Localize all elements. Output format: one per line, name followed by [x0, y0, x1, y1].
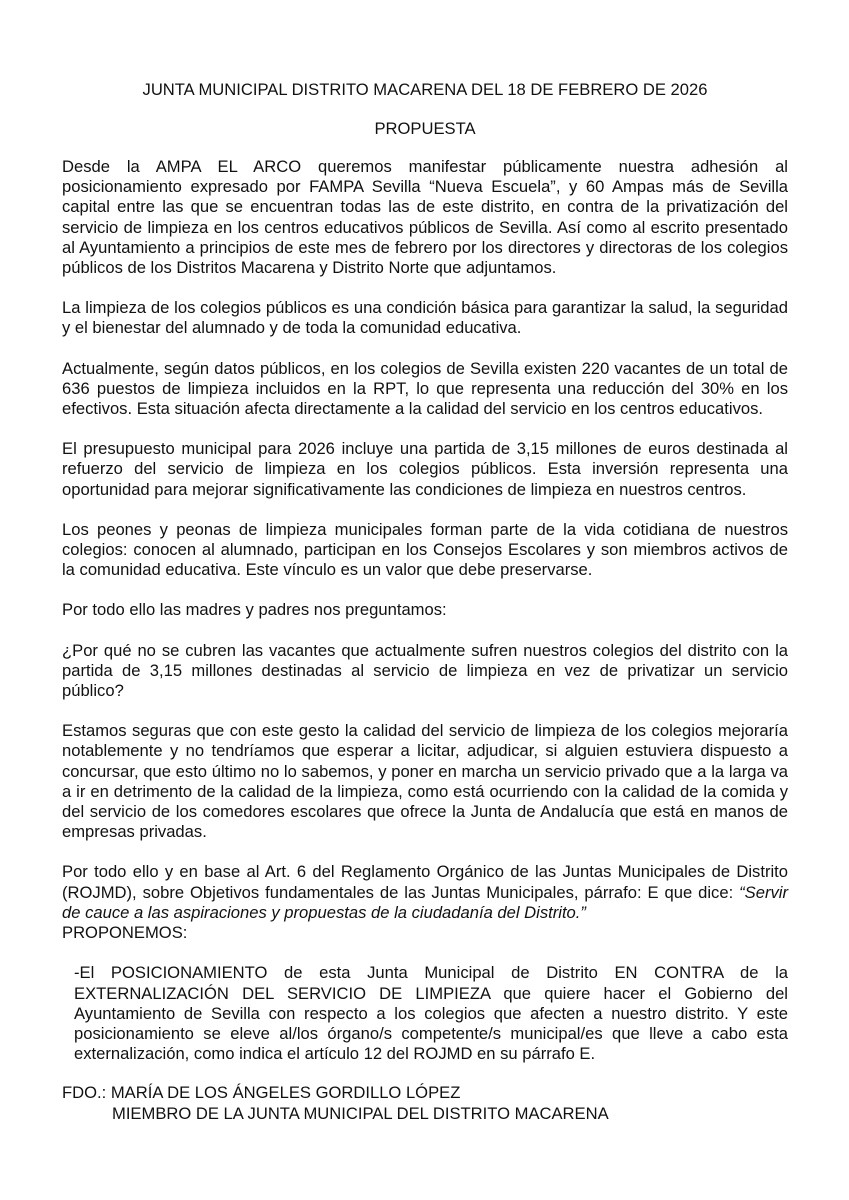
signature-name: FDO.: MARÍA DE LOS ÁNGELES GORDILLO LÓPEZ [62, 1083, 461, 1103]
article-intro: Por todo ello y en base al Art. 6 del Reglamento Orgánico de las Juntas Municipales de Distrito (ROJMD), sobre Objetivos fundamentales de las Juntas Municipales, párrafo: E que dice: [62, 862, 788, 902]
paragraph-peones: Los peones y peonas de limpieza municipales forman parte de la vida cotidiana de nuestros colegios: conocen al alumnado, participan en los Consejos Escolares y son miembros activos de la comunidad educativa. Este vínculo es un valor que debe preservarse. [62, 519, 788, 580]
paragraph-pregunta-intro: Por todo ello las madres y padres nos preguntamos: [62, 600, 447, 620]
paragraph-vacantes: Actualmente, según datos públicos, en los colegios de Sevilla existen 220 vacantes de un total de 636 puestos de limpieza incluidos en la RPT, lo que representa una reducción del 30% en los efectivos. Esta situación afecta directamente a la calidad del servicio en los centros educativos. [62, 358, 788, 419]
paragraph-presupuesto: El presupuesto municipal para 2026 incluye una partida de 3,15 millones de euros destinada al refuerzo del servicio de limpieza en los colegios públicos. Esta inversión representa una oportunidad para mejorar significativamente las condiciones de limpieza en nuestros centros. [62, 439, 788, 499]
paragraph-limpieza-basica: La limpieza de los colegios públicos es una condición básica para garantizar la salud, la seguridad y el bienestar del alumnado y de toda la comunidad educativa. [62, 298, 788, 338]
proponemos-label: PROPONEMOS: [62, 923, 188, 943]
paragraph-articulo [62, 862, 788, 943]
paragraph-argumento: Estamos seguras que con este gesto la calidad del servicio de limpieza de los colegios mejoraría notablemente y no tendríamos que esperar a licitar, adjudicar, si alguien estuviera dispuesto a concursar, que esto último no lo sabemos, y poner en marcha un servicio privado que a la larga va a ir en detrimento de la calidad de la limpieza, como está ocurriendo con la calidad de la comida y del servicio de los comedores escolares que ofrece la Junta de Andalucía que está en manos de empresas privadas. [62, 721, 788, 842]
document-subtitle: PROPUESTA [374, 119, 476, 138]
article-quote: “Servir de cauce a las aspiraciones y propuestas de la ciudadanía del Distrito.” [62, 882, 788, 922]
paragraph-adhesion: Desde la AMPA EL ARCO queremos manifestar públicamente nuestra adhesión al posicionamiento expresado por FAMPA Sevilla “Nueva Escuela”, y 60 Ampas más de Sevilla capital entre las que se encuentran todas las de este distrito, en contra de la privatización del servicio de limpieza en los centros educativos públicos de Sevilla. Así como al escrito presentado al Ayuntamiento a principios de este mes de febrero por los directores y directoras de los colegios públicos de los Distritos Macarena y Distrito Norte que adjuntamos. [62, 157, 788, 278]
paragraph-pregunta: ¿Por qué no se cubren las vacantes que actualmente sufren nuestros colegios del distrito con la partida de 3,15 millones destinadas al servicio de limpieza en vez de privatizar un servicio público? [62, 640, 788, 701]
signature-block [62, 1083, 788, 1123]
document-body [62, 80, 788, 1124]
document-title: JUNTA MUNICIPAL DISTRITO MACARENA DEL 18 DE FEBRERO DE 2026 [142, 80, 708, 99]
signature-role: MIEMBRO DE LA JUNTA MUNICIPAL DEL DISTRITO MACARENA [112, 1103, 609, 1123]
paragraph-propuesta: -El POSICIONAMIENTO de esta Junta Municipal de Distrito EN CONTRA de la EXTERNALIZACIÓN DEL SERVICIO DE LIMPIEZA que quiere hacer el Gobierno del Ayuntamiento de Sevilla con respecto a los colegios que afecten a nuestro distrito. Y este posicionamiento se eleve al/los órgano/s competente/s municipal/es que lleve a cabo esta externalización, como indica el artículo 12 del ROJMD en su párrafo E. [74, 963, 788, 1064]
